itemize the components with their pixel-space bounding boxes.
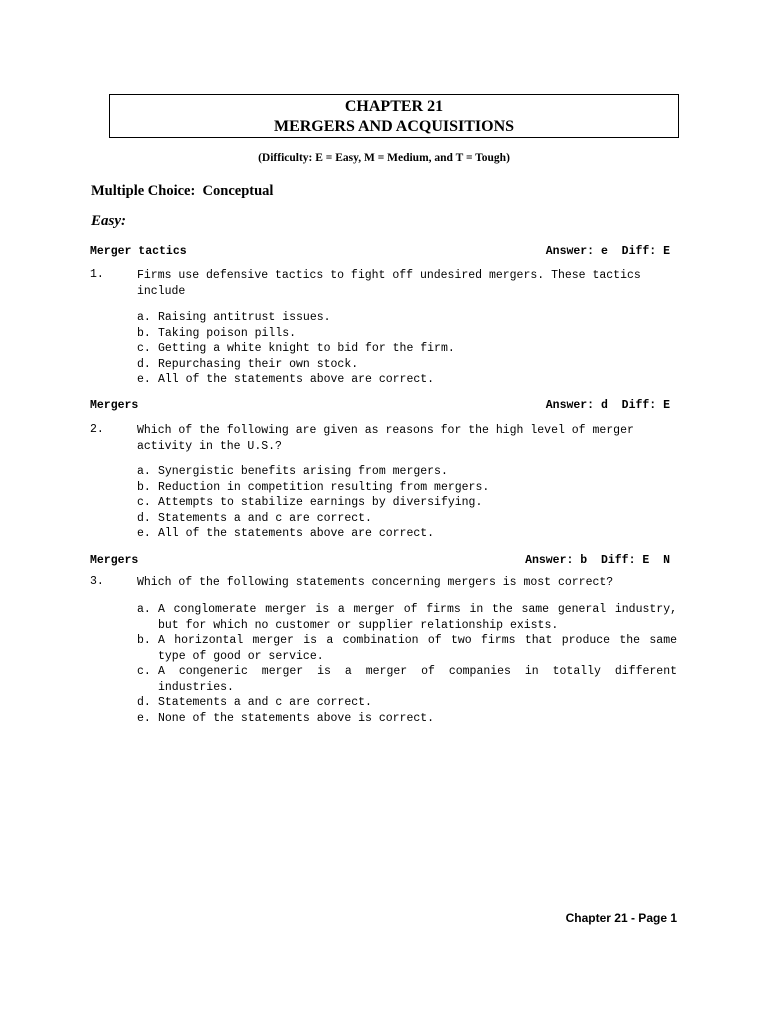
option-text: All of the statements above are correct. <box>158 373 435 386</box>
option-text: Statements a and c are correct. <box>158 511 372 525</box>
option-letter: c. <box>137 342 151 355</box>
question-text: Which of the following are given as reasons for the high level of merger activity in the U.S.? <box>137 424 634 453</box>
answer-option <box>137 357 677 373</box>
question-topic: Merger tactics <box>90 245 187 258</box>
answer-option <box>137 526 677 542</box>
answer-option <box>137 664 677 695</box>
question-text: Firms use defensive tactics to fight off undesired mergers. These tactics include <box>137 269 641 298</box>
option-text: A conglomerate merger is a merger of firms in the same general industry, but for which no customer or supplier relationship exists. <box>158 603 677 632</box>
option-letter: a. <box>137 311 151 324</box>
option-letter: c. <box>137 665 151 678</box>
answer-option <box>137 511 677 527</box>
option-letter: a. <box>137 603 151 616</box>
option-letter: a. <box>137 465 151 478</box>
option-text: Getting a white knight to bid for the firm. <box>158 342 455 355</box>
question-topic: Mergers <box>90 554 139 567</box>
chapter-title: MERGERS AND ACQUISITIONS <box>273 118 515 135</box>
option-letter: e. <box>137 711 151 725</box>
difficulty-level-heading: Easy: <box>91 213 126 229</box>
option-text: Taking poison pills. <box>158 326 297 340</box>
answer-option <box>137 372 677 388</box>
option-text: None of the statements above is correct. <box>158 711 435 725</box>
answer-options <box>137 602 677 726</box>
option-letter: e. <box>137 373 151 386</box>
question-answer: Answer: b Diff: E N <box>525 554 670 567</box>
question-header <box>90 245 670 261</box>
question-number: 3. <box>90 575 104 588</box>
question-number: 2. <box>90 423 104 436</box>
chapter-title-box <box>109 94 679 138</box>
option-letter: b. <box>137 326 151 340</box>
answer-options <box>137 464 677 542</box>
question-text: Which of the following statements concerning mergers is most correct? <box>137 576 614 589</box>
option-letter: b. <box>137 634 151 647</box>
answer-option <box>137 695 677 711</box>
option-letter: b. <box>137 480 151 494</box>
section-heading: Multiple Choice: Conceptual <box>91 183 274 199</box>
question-answer: Answer: e Diff: E <box>545 245 670 258</box>
option-text: A horizontal merger is a combination of two firms that produce the same type of good or service. <box>158 634 677 663</box>
difficulty-note: (Difficulty: E = Easy, M = Medium, and T = Tough) <box>258 152 510 164</box>
answer-option <box>137 602 677 633</box>
answer-options <box>137 310 677 388</box>
option-letter: e. <box>137 527 151 540</box>
answer-option <box>137 326 677 342</box>
question-answer: Answer: d Diff: E <box>545 399 670 412</box>
question-header <box>90 554 670 570</box>
answer-option <box>137 310 677 326</box>
option-text: Repurchasing their own stock. <box>158 357 359 371</box>
option-letter: d. <box>137 511 151 525</box>
answer-option <box>137 711 677 727</box>
option-text: A congeneric merger is a merger of companies in totally different industries. <box>158 665 677 694</box>
answer-option <box>137 480 677 496</box>
option-text: Raising antitrust issues. <box>158 311 331 324</box>
option-text: Statements a and c are correct. <box>158 696 372 709</box>
option-letter: d. <box>137 357 151 371</box>
option-text: Reduction in competition resulting from mergers. <box>158 480 490 494</box>
option-text: All of the statements above are correct. <box>158 527 435 540</box>
question-topic: Mergers <box>90 399 139 412</box>
chapter-number: CHAPTER 21 <box>344 98 444 115</box>
option-letter: c. <box>137 496 151 509</box>
answer-option <box>137 633 677 664</box>
question-header <box>90 399 670 415</box>
option-text: Synergistic benefits arising from mergers. <box>158 465 448 478</box>
page-footer: Chapter 21 - Page 1 <box>565 911 677 925</box>
question-number: 1. <box>90 268 104 281</box>
answer-option <box>137 341 677 357</box>
answer-option <box>137 464 677 480</box>
option-text: Attempts to stabilize earnings by diversifying. <box>158 496 483 509</box>
option-letter: d. <box>137 696 151 709</box>
answer-option <box>137 495 677 511</box>
